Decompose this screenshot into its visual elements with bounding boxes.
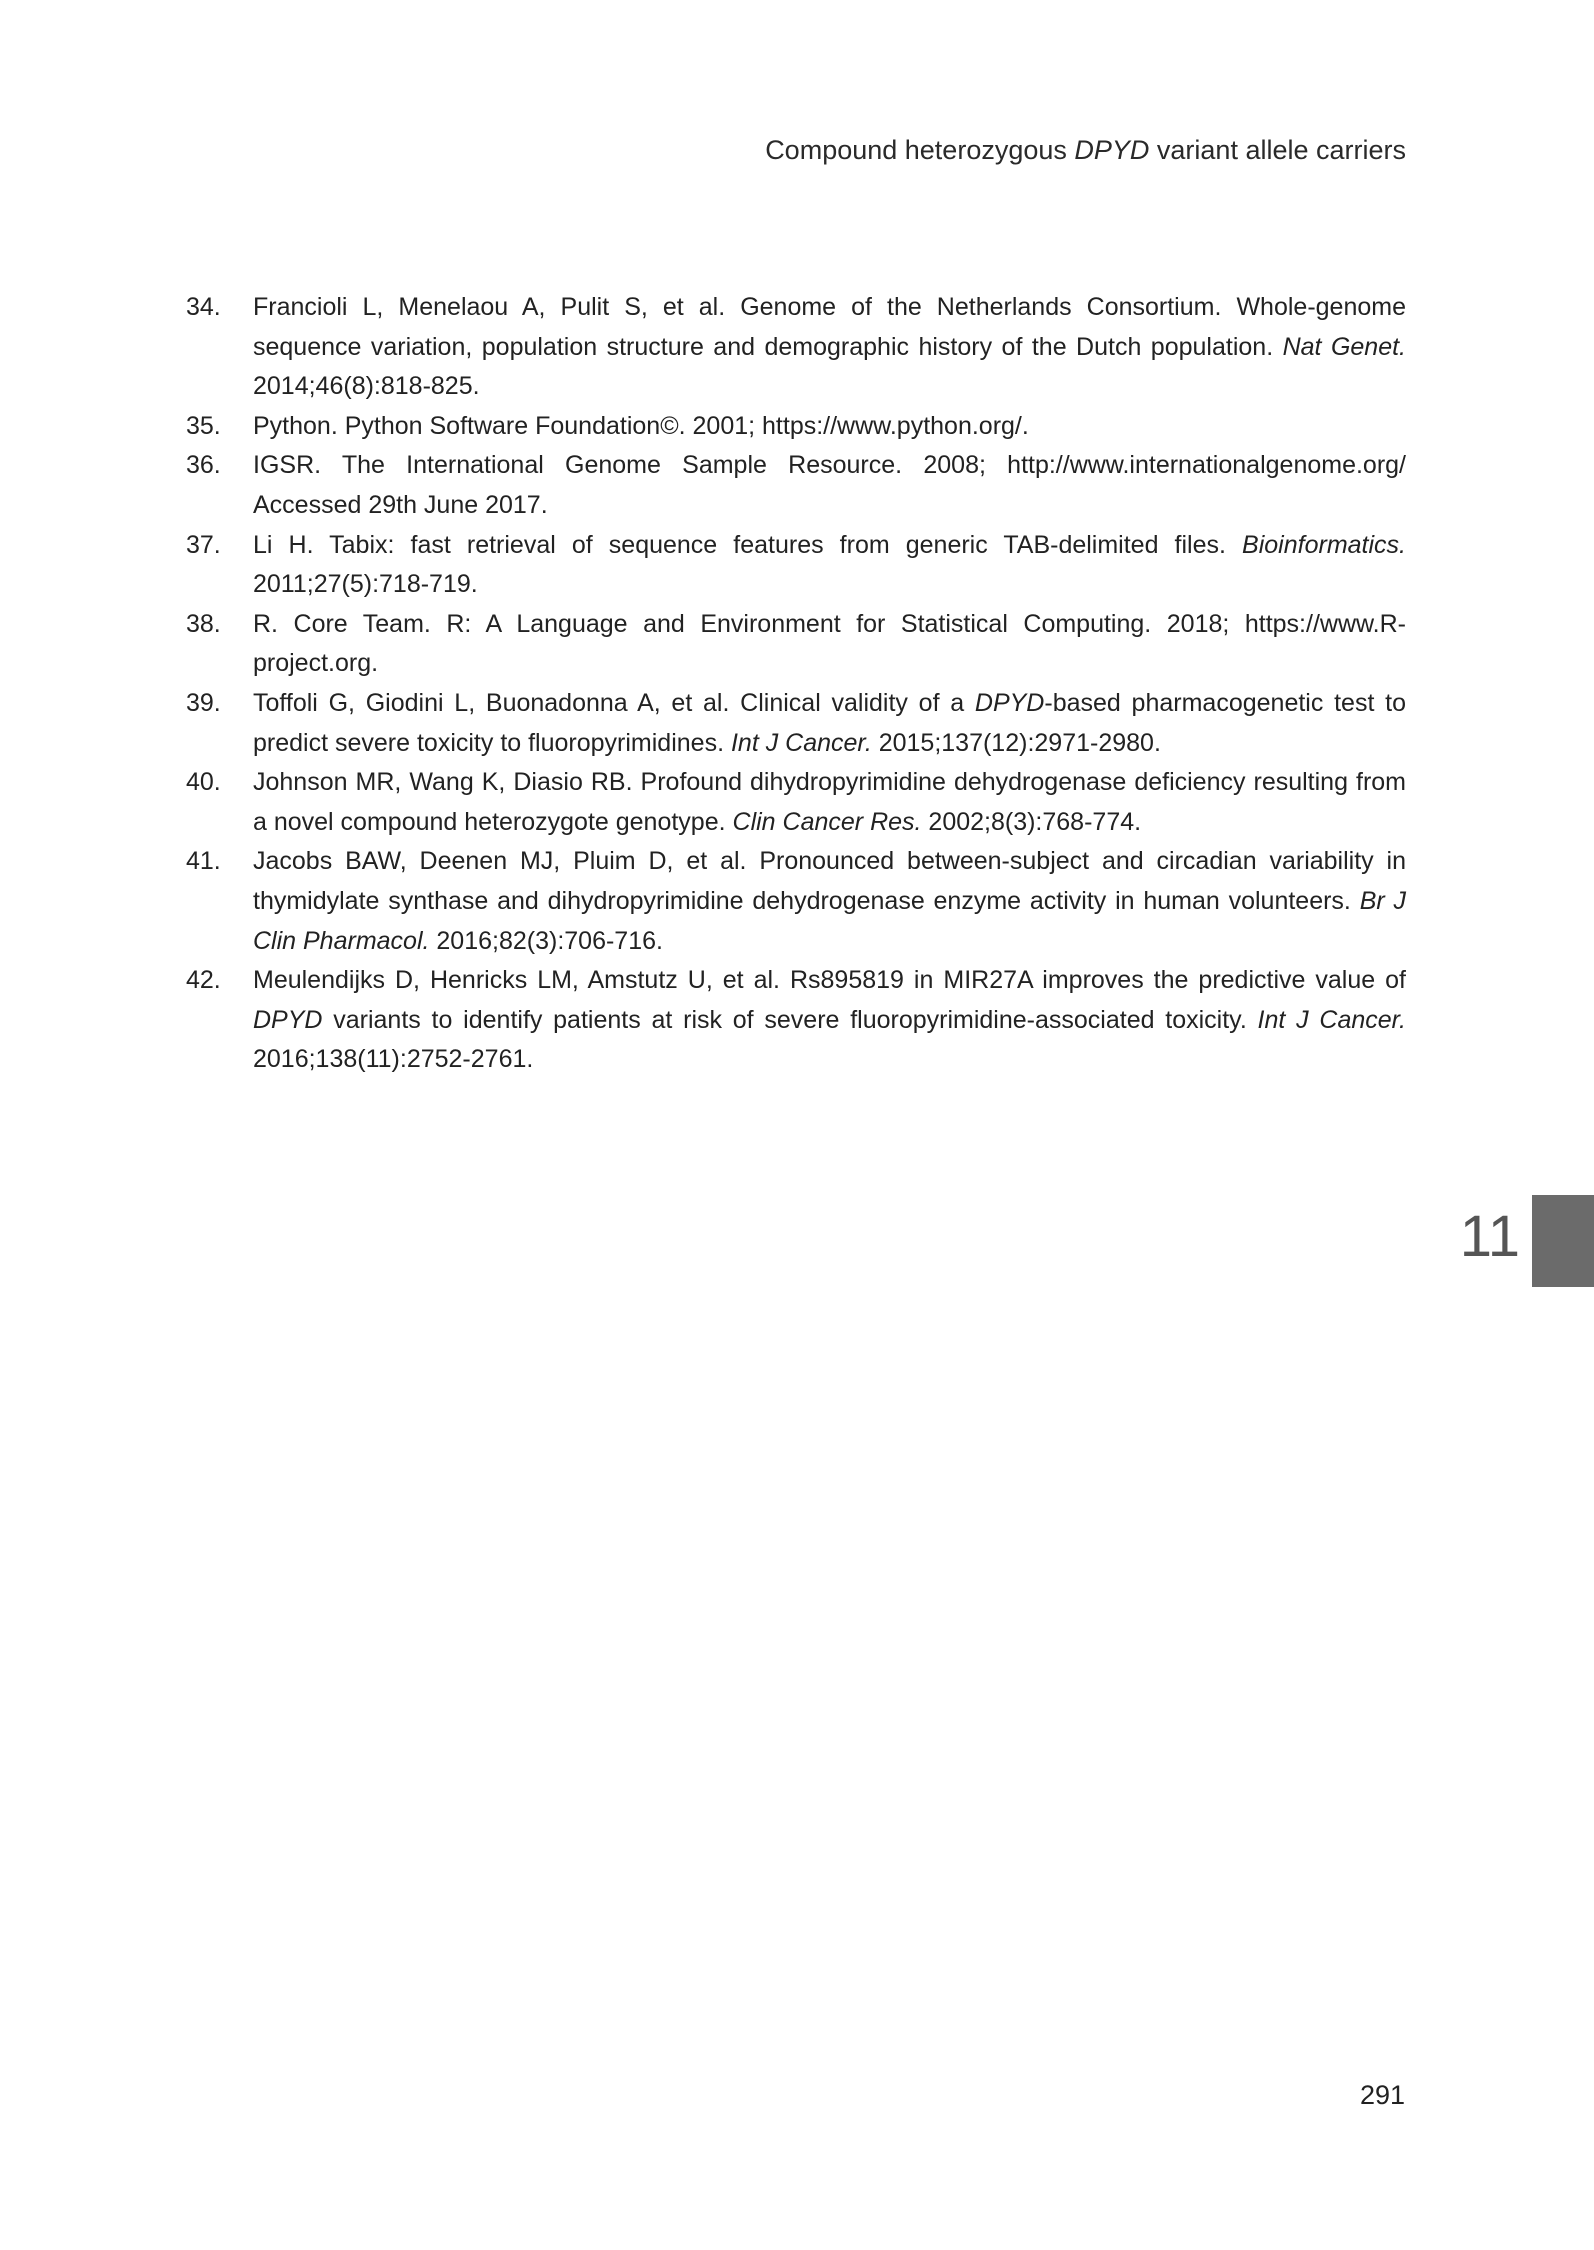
reference-number: 42. — [186, 966, 221, 995]
reference-italic-text: Nat Genet. — [1282, 332, 1406, 361]
reference-item — [186, 526, 1406, 605]
reference-text-segment: 2016;138(11):2752-2761. — [253, 1045, 534, 1074]
reference-text-segment: 2002;8(3):768-774. — [921, 807, 1142, 836]
reference-text — [253, 531, 1406, 599]
reference-number: 34. — [186, 293, 221, 321]
reference-item — [186, 288, 1406, 407]
running-header-post: variant allele carriers — [1149, 135, 1406, 165]
reference-text-segment: Francioli L, Menelaou A, Pulit S, et al. Genome of the Netherlands Consortium. Whole-genome sequence variation, population structure and demographic history of the Dutch population. — [253, 293, 1406, 361]
reference-item — [186, 684, 1406, 763]
reference-text — [253, 689, 1406, 757]
reference-number: 41. — [186, 847, 221, 876]
reference-text-segment: Li H. Tabix: fast retrieval of sequence features from generic TAB-delimited files. — [253, 530, 1243, 559]
reference-item — [186, 961, 1406, 1080]
reference-number: 37. — [186, 530, 221, 559]
reference-text — [253, 610, 1406, 678]
reference-italic-text: Clin Cancer Res. — [732, 807, 922, 836]
reference-text — [253, 966, 1406, 1073]
reference-text-segment: 2016;82(3):706-716. — [429, 926, 663, 955]
reference-text-segment: 2014;46(8):818-825. — [253, 372, 480, 401]
chapter-number: 11 — [1459, 1204, 1520, 1269]
reference-italic-text: Int J Cancer. — [1257, 1005, 1406, 1034]
reference-text-segment: Jacobs BAW, Deenen MJ, Pluim D, et al. Pronounced between-subject and circadian variability in thymidylate synthase and dihydropyrimidine dehydrogenase enzyme activity in human volunteers. — [253, 847, 1406, 915]
reference-item — [186, 842, 1406, 961]
reference-text-segment: Johnson MR, Wang K, Diasio RB. Profound dihydropyrimidine dehydrogenase deficiency resulting from a novel compound heterozygote genotype. — [253, 768, 1406, 836]
reference-text-segment: Meulendijks D, Henricks LM, Amstutz U, et al. Rs895819 in MIR27A improves the predictive value of — [253, 966, 1406, 995]
reference-text-segment: variants to identify patients at risk of severe fluoropyrimidine-associated toxicity. — [322, 1005, 1258, 1034]
running-header-gene: DPYD — [1074, 135, 1150, 165]
reference-item — [186, 605, 1406, 684]
reference-text-segment: Python. Python Software Foundation©. 2001; https://www.python.org/. — [253, 411, 1029, 440]
reference-number: 40. — [186, 768, 221, 797]
reference-text-segment: -based pharmacogenetic test to predict severe toxicity to fluoropyrimidines. — [253, 688, 1406, 757]
reference-text — [253, 847, 1406, 954]
reference-italic-text: Br J Clin Pharmacol. — [253, 886, 1406, 955]
reference-text-segment: Toffoli G, Giodini L, Buonadonna A, et al. Clinical validity of a — [253, 688, 975, 717]
reference-item — [186, 446, 1406, 525]
reference-italic-text: DPYD — [974, 688, 1045, 717]
running-header — [765, 135, 1406, 166]
reference-text-segment: 2015;137(12):2971-2980. — [871, 728, 1161, 757]
reference-item — [186, 763, 1406, 842]
reference-text — [253, 451, 1406, 519]
reference-number: 35. — [186, 411, 221, 440]
reference-list — [186, 288, 1406, 1080]
reference-text — [253, 768, 1406, 836]
reference-italic-text: DPYD — [253, 1005, 323, 1034]
reference-number: 39. — [186, 688, 221, 717]
reference-text-segment: IGSR. The International Genome Sample Resource. 2008; http://www.internationalgenome.org/ Accessed 29th June 2017. — [253, 451, 1406, 519]
reference-text — [253, 293, 1406, 400]
reference-text-segment: R. Core Team. R: A Language and Environment for Statistical Computing. 2018; https://www.R-project.org. — [253, 609, 1406, 678]
reference-italic-text: Int J Cancer. — [730, 728, 872, 757]
chapter-tab — [1532, 1195, 1594, 1287]
reference-item — [186, 407, 1406, 447]
reference-number: 36. — [186, 451, 221, 480]
page-number: 291 — [1359, 2080, 1405, 2110]
reference-italic-text: Bioinformatics. — [1242, 530, 1406, 559]
reference-number: 38. — [186, 609, 221, 638]
running-header-pre: Compound heterozygous — [765, 135, 1075, 165]
reference-text — [253, 412, 1029, 440]
reference-text-segment: 2011;27(5):718-719. — [253, 570, 478, 599]
